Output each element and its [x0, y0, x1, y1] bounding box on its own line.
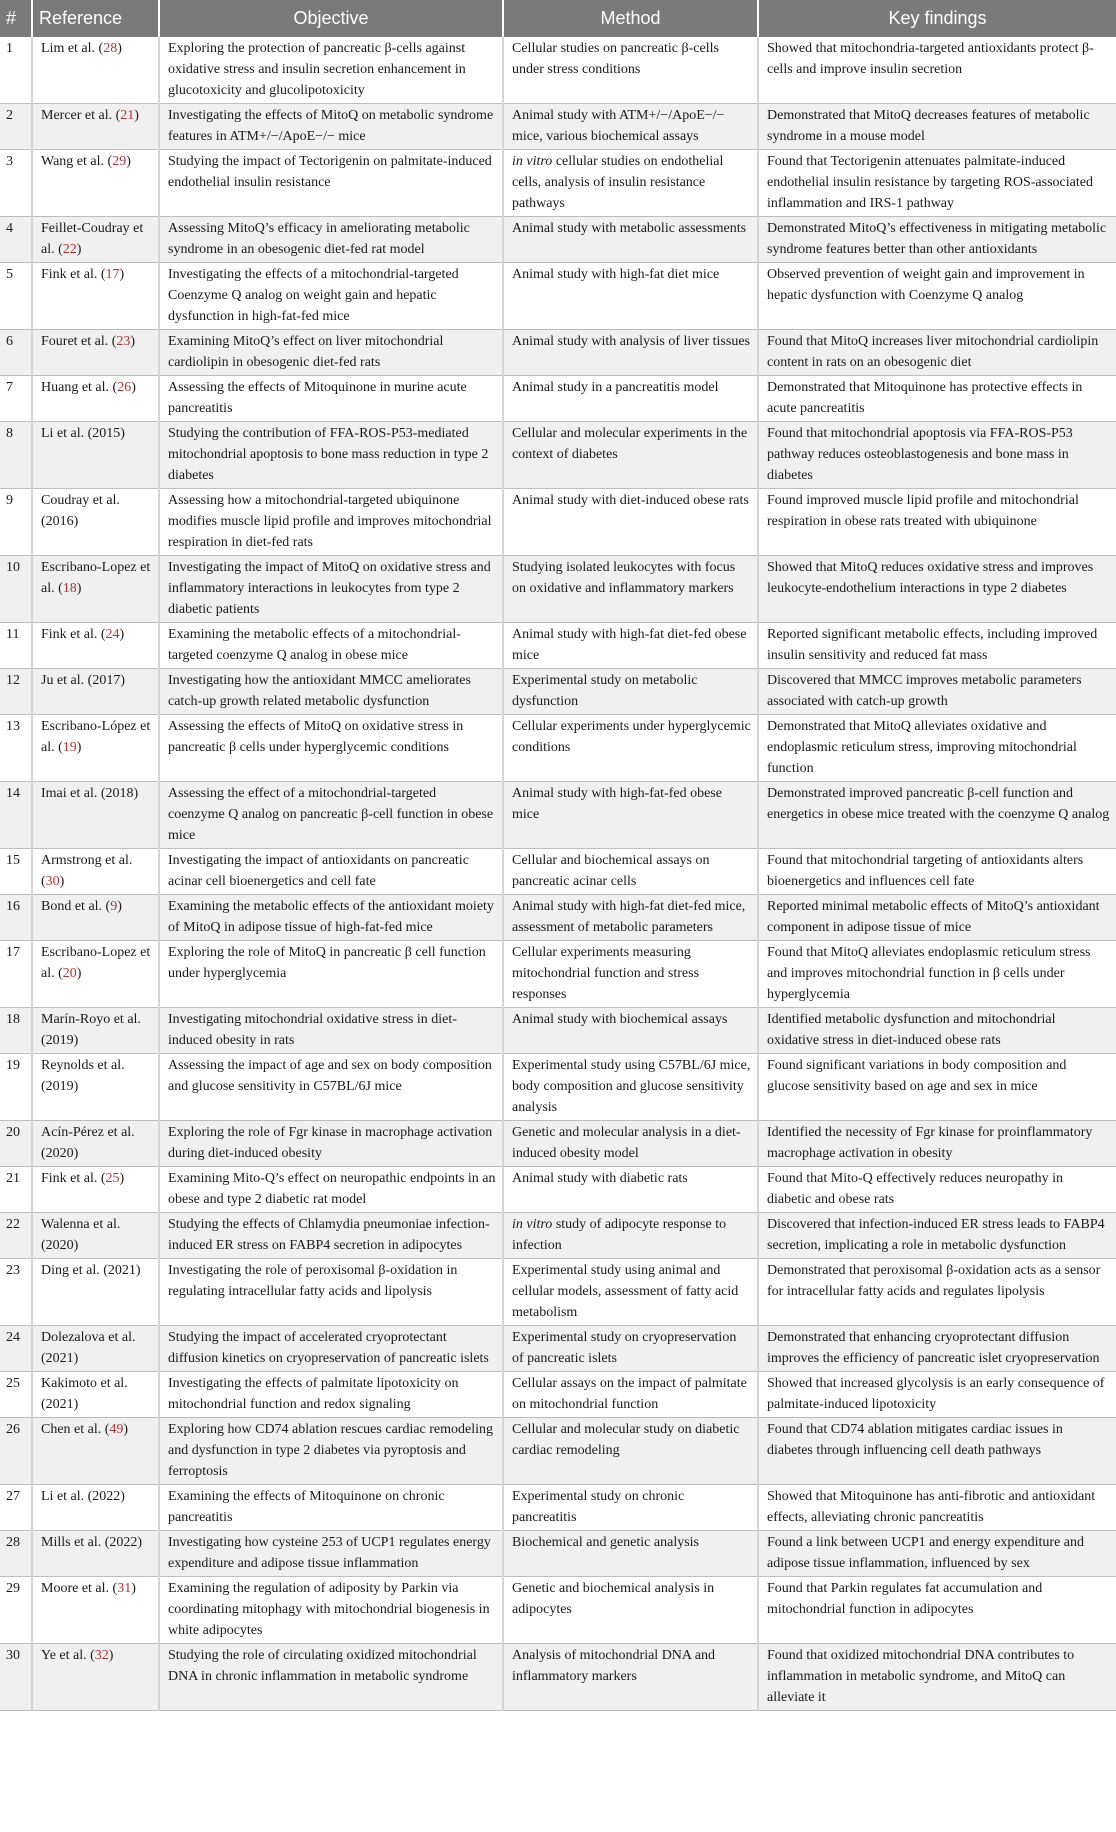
- findings-cell: Found that mitochondrial apoptosis via FFA-ROS-P53 pathway reduces osteoblastogenesis and bone mass in diabetes: [758, 422, 1116, 489]
- reference-cell: [32, 376, 159, 422]
- reference-author: Lim et al. (: [41, 41, 104, 56]
- reference-cell: [32, 1213, 159, 1259]
- row-number: 8: [0, 422, 32, 489]
- reference-close: ): [131, 380, 136, 395]
- row-number: 5: [0, 263, 32, 330]
- method-text: Cellular assays on the impact of palmitate on mitochondrial function: [512, 1376, 747, 1412]
- reference-author: Escribano-Lopez et al. (: [41, 945, 151, 981]
- objective-cell: Studying the role of circulating oxidized mitochondrial DNA in chronic inflammation in metabolic syndrome: [159, 1644, 503, 1711]
- row-number: 26: [0, 1418, 32, 1485]
- row-number: 9: [0, 489, 32, 556]
- citation-link[interactable]: 29: [112, 154, 127, 169]
- findings-cell: Found that MitoQ alleviates endoplasmic reticulum stress and improves mitochondrial function in β cells under hyperglycemia: [758, 941, 1116, 1008]
- table-row: [0, 104, 1116, 150]
- findings-cell: Found that MitoQ increases liver mitochondrial cardiolipin content in rats on an obesogenic diet: [758, 330, 1116, 376]
- reference-cell: [32, 715, 159, 782]
- table-row: [0, 669, 1116, 715]
- reference-cell: [32, 1008, 159, 1054]
- objective-cell: Studying the contribution of FFA-ROS-P53-mediated mitochondrial apoptosis to bone mass reduction in type 2 diabetes: [159, 422, 503, 489]
- objective-cell: Investigating mitochondrial oxidative stress in diet-induced obesity in rats: [159, 1008, 503, 1054]
- citation-link[interactable]: 18: [62, 581, 77, 596]
- reference-close: ): [117, 899, 122, 914]
- method-cell: [503, 1054, 758, 1121]
- reference-cell: [32, 1054, 159, 1121]
- method-text: Cellular and molecular study on diabetic cardiac remodeling: [512, 1422, 740, 1458]
- method-cell: [503, 556, 758, 623]
- findings-cell: Found a link between UCP1 and energy expenditure and adipose tissue inflammation, influenced by sex: [758, 1531, 1116, 1577]
- objective-cell: Investigating the role of peroxisomal β-oxidation in regulating intracellular fatty acids and lipolysis: [159, 1259, 503, 1326]
- method-cell: [503, 330, 758, 376]
- reference-author: Escribano-López et al. (: [41, 719, 151, 755]
- table-row: [0, 330, 1116, 376]
- objective-cell: Examining Mito-Q’s effect on neuropathic endpoints in an obese and type 2 diabetic rat model: [159, 1167, 503, 1213]
- table-row: [0, 1418, 1116, 1485]
- table-row: [0, 782, 1116, 849]
- reference-close: ): [119, 1171, 125, 1186]
- findings-cell: Demonstrated that peroxisomal β-oxidation acts as a sensor for intracellular fatty acids and regulates lipolysis: [758, 1259, 1116, 1326]
- objective-cell: Examining the metabolic effects of a mitochondrial-targeted coenzyme Q analog in obese mice: [159, 623, 503, 669]
- method-text: Cellular experiments under hyperglycemic conditions: [512, 719, 751, 755]
- row-number: 2: [0, 104, 32, 150]
- row-number: 24: [0, 1326, 32, 1372]
- citation-link[interactable]: 9: [110, 899, 118, 914]
- method-cell: [503, 1372, 758, 1418]
- reference-cell: [32, 782, 159, 849]
- method-text: Animal study with biochemical assays: [512, 1012, 728, 1027]
- findings-cell: Showed that mitochondria-targeted antioxidants protect β-cells and improve insulin secretion: [758, 37, 1116, 104]
- method-cell: [503, 1531, 758, 1577]
- table-row: [0, 1577, 1116, 1644]
- reference-cell: [32, 489, 159, 556]
- method-cell: [503, 1213, 758, 1259]
- reference-author: Acín-Pérez et al. (2020): [41, 1125, 135, 1161]
- table-row: [0, 1372, 1116, 1418]
- row-number: 30: [0, 1644, 32, 1711]
- objective-cell: Assessing how a mitochondrial-targeted ubiquinone modifies muscle lipid profile and improves mitochondrial respiration in diet-fed rats: [159, 489, 503, 556]
- table-body: [0, 37, 1116, 1711]
- row-number: 28: [0, 1531, 32, 1577]
- reference-cell: [32, 263, 159, 330]
- reference-author: Li et al. (2022): [41, 1489, 125, 1504]
- reference-cell: [32, 104, 159, 150]
- objective-cell: Studying the effects of Chlamydia pneumoniae infection-induced ER stress on FABP4 secretion in adipocytes: [159, 1213, 503, 1259]
- method-cell: [503, 623, 758, 669]
- reference-cell: [32, 849, 159, 895]
- reference-author: Mercer et al. (: [41, 108, 121, 123]
- findings-cell: Demonstrated that MitoQ decreases features of metabolic syndrome in a mouse model: [758, 104, 1116, 150]
- findings-cell: Discovered that MMCC improves metabolic parameters associated with catch-up growth: [758, 669, 1116, 715]
- reference-author: Dolezalova et al. (2021): [41, 1330, 136, 1366]
- method-text: Experimental study on chronic pancreatitis: [512, 1489, 685, 1525]
- table-row: [0, 941, 1116, 1008]
- findings-cell: Found improved muscle lipid profile and mitochondrial respiration in obese rats treated with ubiquinone: [758, 489, 1116, 556]
- findings-cell: Demonstrated that MitoQ alleviates oxidative and endoplasmic reticulum stress, improving mitochondrial function: [758, 715, 1116, 782]
- reference-author: Fink et al. (: [41, 627, 106, 642]
- citation-link[interactable]: 23: [116, 334, 131, 349]
- reference-author: Ding et al. (2021): [41, 1263, 141, 1278]
- method-cell: [503, 669, 758, 715]
- row-number: 19: [0, 1054, 32, 1121]
- method-cell: [503, 715, 758, 782]
- reference-cell: [32, 1326, 159, 1372]
- table-row: [0, 489, 1116, 556]
- citation-link[interactable]: 21: [120, 108, 135, 123]
- citation-link[interactable]: 30: [45, 874, 60, 889]
- row-number: 13: [0, 715, 32, 782]
- method-text: Cellular and biochemical assays on pancreatic acinar cells: [512, 853, 710, 889]
- reference-cell: [32, 1531, 159, 1577]
- reference-cell: [32, 150, 159, 217]
- citation-link[interactable]: 26: [117, 380, 132, 395]
- method-text: Analysis of mitochondrial DNA and inflammatory markers: [512, 1648, 715, 1684]
- reference-cell: [32, 669, 159, 715]
- objective-cell: Investigating how the antioxidant MMCC ameliorates catch-up growth related metabolic dysfunction: [159, 669, 503, 715]
- method-cell: [503, 1121, 758, 1167]
- objective-cell: Assessing the effects of Mitoquinone in murine acute pancreatitis: [159, 376, 503, 422]
- method-text: Animal study with high-fat diet mice: [512, 267, 720, 282]
- method-text: Studying isolated leukocytes with focus on oxidative and inflammatory markers: [512, 560, 736, 596]
- method-text: Animal study in a pancreatitis model: [512, 380, 719, 395]
- reference-cell: [32, 1577, 159, 1644]
- row-number: 22: [0, 1213, 32, 1259]
- method-cell: [503, 1577, 758, 1644]
- objective-cell: Exploring the protection of pancreatic β-cells against oxidative stress and insulin secretion enhancement in glucotoxicity and glucolipotoxicity: [159, 37, 503, 104]
- reference-cell: [32, 1121, 159, 1167]
- table-row: [0, 895, 1116, 941]
- reference-cell: [32, 330, 159, 376]
- objective-cell: Assessing the effects of MitoQ on oxidative stress in pancreatic β cells under hyperglycemic conditions: [159, 715, 503, 782]
- findings-cell: Found that CD74 ablation mitigates cardiac issues in diabetes through influencing cell death pathways: [758, 1418, 1116, 1485]
- row-number: 20: [0, 1121, 32, 1167]
- method-cell: [503, 37, 758, 104]
- objective-cell: Examining MitoQ’s effect on liver mitochondrial cardiolipin in obesogenic diet-fed rats: [159, 330, 503, 376]
- method-cell: [503, 489, 758, 556]
- findings-cell: Found that Tectorigenin attenuates palmitate-induced endothelial insulin resistance by targeting ROS-associated inflammation and IRS-1 pathway: [758, 150, 1116, 217]
- method-text: Genetic and molecular analysis in a diet-induced obesity model: [512, 1125, 741, 1161]
- findings-cell: Showed that increased glycolysis is an early consequence of palmitate-induced lipotoxicity: [758, 1372, 1116, 1418]
- findings-cell: Found that mitochondrial targeting of antioxidants alters bioenergetics and influences cell fate: [758, 849, 1116, 895]
- reference-author: Imai et al. (2018): [41, 786, 139, 801]
- objective-cell: Investigating how cysteine 253 of UCP1 regulates energy expenditure and adipose tissue inflammation: [159, 1531, 503, 1577]
- row-number: 3: [0, 150, 32, 217]
- method-cell: [503, 941, 758, 1008]
- table-row: [0, 1008, 1116, 1054]
- findings-cell: Found that Parkin regulates fat accumulation and mitochondrial function in adipocytes: [758, 1577, 1116, 1644]
- reference-close: ): [59, 874, 65, 889]
- row-number: 12: [0, 669, 32, 715]
- reference-author: Moore et al. (: [41, 1581, 118, 1596]
- table-row: [0, 217, 1116, 263]
- table-row: [0, 422, 1116, 489]
- objective-cell: Investigating the impact of MitoQ on oxidative stress and inflammatory interactions in leukocytes from type 2 diabetic patients: [159, 556, 503, 623]
- method-text: Animal study with high-fat diet-fed mice, assessment of metabolic parameters: [512, 899, 746, 935]
- method-cell: [503, 895, 758, 941]
- table-row: [0, 1054, 1116, 1121]
- reference-author: Fouret et al. (: [41, 334, 117, 349]
- reference-author: Huang et al. (: [41, 380, 118, 395]
- row-number: 25: [0, 1372, 32, 1418]
- table-row: [0, 623, 1116, 669]
- reference-author: Marín-Royo et al. (2019): [41, 1012, 141, 1048]
- reference-cell: [32, 1167, 159, 1213]
- reference-close: ): [108, 1648, 114, 1663]
- method-text: Animal study with metabolic assessments: [512, 221, 747, 236]
- row-number: 10: [0, 556, 32, 623]
- method-cell: [503, 1485, 758, 1531]
- objective-cell: Exploring the role of Fgr kinase in macrophage activation during diet-induced obesity: [159, 1121, 503, 1167]
- citation-link[interactable]: 19: [62, 740, 77, 755]
- objective-cell: Examining the metabolic effects of the antioxidant moiety of MitoQ in adipose tissue of high-fat-fed mice: [159, 895, 503, 941]
- row-number: 27: [0, 1485, 32, 1531]
- reference-author: Chen et al. (: [41, 1422, 110, 1437]
- table-row: [0, 1121, 1116, 1167]
- method-text: Cellular and molecular experiments in the context of diabetes: [512, 426, 748, 462]
- reference-cell: [32, 1259, 159, 1326]
- reference-author: Feillet-Coudray et al. (: [41, 221, 144, 257]
- reference-cell: [32, 1485, 159, 1531]
- method-cell: [503, 263, 758, 330]
- reference-close: ): [76, 966, 82, 981]
- method-cell: [503, 1167, 758, 1213]
- reference-cell: [32, 217, 159, 263]
- method-cell: [503, 1418, 758, 1485]
- method-text: Animal study with ATM+/−/ApoE−/− mice, various biochemical assays: [512, 108, 725, 144]
- table-header: [0, 0, 1116, 37]
- method-text: Experimental study on cryopreservation of pancreatic islets: [512, 1330, 737, 1366]
- findings-cell: Showed that MitoQ reduces oxidative stress and improves leukocyte-endothelium interactions in type 2 diabetes: [758, 556, 1116, 623]
- table-row: [0, 150, 1116, 217]
- citation-link[interactable]: 31: [117, 1581, 132, 1596]
- reference-author: Ju et al. (2017): [41, 673, 125, 688]
- reference-cell: [32, 1418, 159, 1485]
- objective-cell: Assessing MitoQ’s efficacy in ameliorating metabolic syndrome in an obesogenic diet-fed rat model: [159, 217, 503, 263]
- objective-cell: Assessing the impact of age and sex on body composition and glucose sensitivity in C57BL/6J mice: [159, 1054, 503, 1121]
- objective-cell: Studying the impact of Tectorigenin on palmitate-induced endothelial insulin resistance: [159, 150, 503, 217]
- findings-cell: Identified the necessity of Fgr kinase for proinflammatory macrophage activation in obesity: [758, 1121, 1116, 1167]
- row-number: 16: [0, 895, 32, 941]
- reference-author: Wang et al. (: [41, 154, 113, 169]
- citation-link[interactable]: 20: [62, 966, 77, 981]
- reference-close: ): [130, 334, 136, 349]
- method-text: Experimental study on metabolic dysfunction: [512, 673, 698, 709]
- reference-close: ): [76, 581, 82, 596]
- reference-close: ): [117, 41, 122, 56]
- row-number: 21: [0, 1167, 32, 1213]
- findings-cell: Demonstrated MitoQ’s effectiveness in mitigating metabolic syndrome features better than other antioxidants: [758, 217, 1116, 263]
- citation-link[interactable]: 25: [105, 1171, 120, 1186]
- findings-cell: Reported significant metabolic effects, including improved insulin sensitivity and reduced fat mass: [758, 623, 1116, 669]
- reference-cell: [32, 556, 159, 623]
- table-row: [0, 1259, 1116, 1326]
- findings-cell: Discovered that infection-induced ER stress leads to FABP4 secretion, implicating a role in metabolic dysfunction: [758, 1213, 1116, 1259]
- row-number: 29: [0, 1577, 32, 1644]
- row-number: 18: [0, 1008, 32, 1054]
- row-number: 17: [0, 941, 32, 1008]
- method-text: Animal study with diet-induced obese rats: [512, 493, 749, 508]
- method-text: study of adipocyte response to infection: [512, 1217, 727, 1253]
- table-row: [0, 37, 1116, 104]
- method-text: Cellular experiments measuring mitochondrial function and stress responses: [512, 945, 700, 1002]
- method-text: Experimental study using C57BL/6J mice, body composition and glucose sensitivity analysis: [512, 1058, 751, 1115]
- reference-cell: [32, 37, 159, 104]
- reference-cell: [32, 895, 159, 941]
- findings-cell: Demonstrated improved pancreatic β-cell function and energetics in obese mice treated with the coenzyme Q analog: [758, 782, 1116, 849]
- citation-link[interactable]: 49: [109, 1422, 124, 1437]
- reference-author: Ye et al. (: [41, 1648, 95, 1663]
- method-cell: [503, 150, 758, 217]
- method-text: Biochemical and genetic analysis: [512, 1535, 699, 1550]
- method-cell: [503, 376, 758, 422]
- row-number: 15: [0, 849, 32, 895]
- table-row: [0, 849, 1116, 895]
- method-cell: [503, 1259, 758, 1326]
- method-text: Cellular studies on pancreatic β-cells under stress conditions: [512, 41, 719, 77]
- reference-cell: [32, 623, 159, 669]
- objective-cell: Investigating the impact of antioxidants on pancreatic acinar cell bioenergetics and cell fate: [159, 849, 503, 895]
- table-row: [0, 556, 1116, 623]
- reference-author: Fink et al. (: [41, 267, 106, 282]
- table-row: [0, 1213, 1116, 1259]
- reference-author: Bond et al. (: [41, 899, 111, 914]
- header-reference: Reference: [32, 0, 159, 37]
- table-row: [0, 1167, 1116, 1213]
- row-number: 7: [0, 376, 32, 422]
- reference-cell: [32, 422, 159, 489]
- row-number: 1: [0, 37, 32, 104]
- method-prefix: in vitro: [512, 154, 553, 169]
- reference-close: ): [119, 267, 125, 282]
- citation-link[interactable]: 28: [103, 41, 118, 56]
- table-row: [0, 263, 1116, 330]
- objective-cell: Exploring how CD74 ablation rescues cardiac remodeling and dysfunction in type 2 diabetes via pyroptosis and ferroptosis: [159, 1418, 503, 1485]
- table-row: [0, 1485, 1116, 1531]
- row-number: 11: [0, 623, 32, 669]
- reference-close: ): [134, 108, 139, 123]
- header-number: #: [0, 0, 32, 37]
- objective-cell: Exploring the role of MitoQ in pancreatic β cell function under hyperglycemia: [159, 941, 503, 1008]
- method-text: Animal study with high-fat-fed obese mice: [512, 786, 722, 822]
- reference-close: ): [123, 1422, 129, 1437]
- method-cell: [503, 1644, 758, 1711]
- row-number: 6: [0, 330, 32, 376]
- reference-author: Coudray et al. (2016): [41, 493, 120, 529]
- reference-close: ): [76, 242, 82, 257]
- findings-cell: Showed that Mitoquinone has anti-fibrotic and antioxidant effects, alleviating chronic pancreatitis: [758, 1485, 1116, 1531]
- header-row: [0, 0, 1116, 37]
- reference-cell: [32, 941, 159, 1008]
- reference-author: Escribano-Lopez et al. (: [41, 560, 151, 596]
- table-row: [0, 1326, 1116, 1372]
- reference-author: Kakimoto et al. (2021): [41, 1376, 128, 1412]
- objective-cell: Investigating the effects of MitoQ on metabolic syndrome features in ATM+/−/ApoE−/− mice: [159, 104, 503, 150]
- row-number: 14: [0, 782, 32, 849]
- findings-cell: Demonstrated that enhancing cryoprotectant diffusion improves the efficiency of pancreatic islet cryopreservation: [758, 1326, 1116, 1372]
- method-prefix: in vitro: [512, 1217, 553, 1232]
- findings-cell: Demonstrated that Mitoquinone has protective effects in acute pancreatitis: [758, 376, 1116, 422]
- citation-link[interactable]: 22: [62, 242, 77, 257]
- method-text: Experimental study using animal and cellular models, assessment of fatty acid metabolism: [512, 1263, 739, 1320]
- method-cell: [503, 1008, 758, 1054]
- header-key-findings: Key findings: [758, 0, 1116, 37]
- findings-cell: Found that Mito-Q effectively reduces neuropathy in diabetic and obese rats: [758, 1167, 1116, 1213]
- findings-cell: Found that oxidized mitochondrial DNA contributes to inflammation in metabolic syndrome, and MitoQ can alleviate it: [758, 1644, 1116, 1711]
- reference-author: Li et al. (2015): [41, 426, 125, 441]
- table-row: [0, 376, 1116, 422]
- method-cell: [503, 217, 758, 263]
- citation-link[interactable]: 32: [94, 1648, 109, 1663]
- findings-cell: Observed prevention of weight gain and improvement in hepatic dysfunction with Coenzyme Q analog: [758, 263, 1116, 330]
- reference-author: Armstrong et al. (: [41, 853, 133, 889]
- reference-close: ): [131, 1581, 136, 1596]
- reference-close: ): [126, 154, 131, 169]
- reference-author: Walenna et al. (2020): [41, 1217, 121, 1253]
- table-row: [0, 715, 1116, 782]
- method-cell: [503, 849, 758, 895]
- method-text: Animal study with diabetic rats: [512, 1171, 688, 1186]
- objective-cell: Examining the regulation of adiposity by Parkin via coordinating mitophagy with mitochondrial biogenesis in white adipocytes: [159, 1577, 503, 1644]
- method-cell: [503, 422, 758, 489]
- header-method: Method: [503, 0, 758, 37]
- header-objective: Objective: [159, 0, 503, 37]
- objective-cell: Investigating the effects of a mitochondrial-targeted Coenzyme Q analog on weight gain and hepatic dysfunction in high-fat-fed mice: [159, 263, 503, 330]
- reference-cell: [32, 1644, 159, 1711]
- method-cell: [503, 782, 758, 849]
- reference-author: Mills et al. (2022): [41, 1535, 143, 1550]
- findings-cell: Identified metabolic dysfunction and mitochondrial oxidative stress in diet-induced obese rats: [758, 1008, 1116, 1054]
- findings-cell: Found significant variations in body composition and glucose sensitivity based on age and sex in mice: [758, 1054, 1116, 1121]
- objective-cell: Studying the impact of accelerated cryoprotectant diffusion kinetics on cryopreservation of pancreatic islets: [159, 1326, 503, 1372]
- objective-cell: Examining the effects of Mitoquinone on chronic pancreatitis: [159, 1485, 503, 1531]
- reference-close: ): [76, 740, 82, 755]
- reference-close: ): [119, 627, 125, 642]
- reference-author: Fink et al. (: [41, 1171, 106, 1186]
- table-row: [0, 1531, 1116, 1577]
- method-text: cellular studies on endothelial cells, analysis of insulin resistance pathways: [512, 154, 724, 211]
- method-text: Animal study with analysis of liver tissues: [512, 334, 750, 349]
- findings-cell: Reported minimal metabolic effects of MitoQ’s antioxidant component in adipose tissue of mice: [758, 895, 1116, 941]
- citation-link[interactable]: 17: [105, 267, 120, 282]
- reference-author: Reynolds et al. (2019): [41, 1058, 125, 1094]
- row-number: 23: [0, 1259, 32, 1326]
- citation-link[interactable]: 24: [105, 627, 120, 642]
- method-cell: [503, 104, 758, 150]
- table-row: [0, 1644, 1116, 1711]
- objective-cell: Investigating the effects of palmitate lipotoxicity on mitochondrial function and redox signaling: [159, 1372, 503, 1418]
- method-cell: [503, 1326, 758, 1372]
- reference-cell: [32, 1372, 159, 1418]
- method-text: Genetic and biochemical analysis in adipocytes: [512, 1581, 715, 1617]
- method-text: Animal study with high-fat diet-fed obese mice: [512, 627, 747, 663]
- objective-cell: Assessing the effect of a mitochondrial-targeted coenzyme Q analog on pancreatic β-cell function in obese mice: [159, 782, 503, 849]
- row-number: 4: [0, 217, 32, 263]
